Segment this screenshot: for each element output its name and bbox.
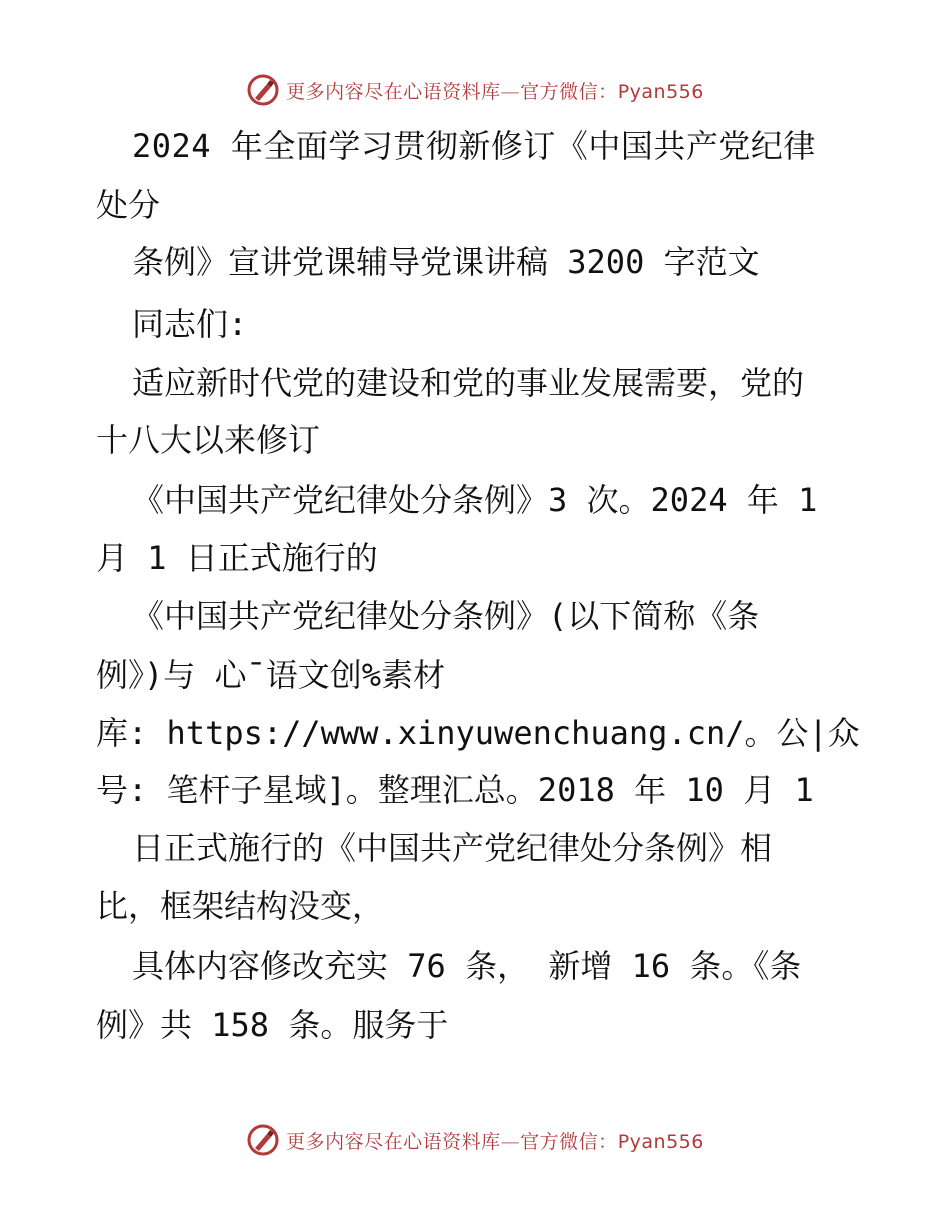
text-line: 例》)与 心¯语文创%素材 [96,656,446,694]
text-line: 日正式施行的《中国共产党纪律处分条例》相 [132,829,773,867]
text-line: 具体内容修改充实 76 条， 新增 16 条。《条 [132,947,802,985]
text-line: 2024 年全面学习贯彻新修订《中国共产党纪律 [132,127,816,165]
pen-circle-logo-icon [246,73,280,107]
banner-separator: — [500,1130,521,1153]
text-line: 例》共 158 条。服务于 [96,1006,449,1044]
text-line: 月 1 日正式施行的 [96,539,378,577]
text-line: 库: https://www.xinyuwenchuang.cn/。公|众 [96,714,860,752]
text-line: 处分 [96,186,161,224]
text-line: 《中国共产党纪律处分条例》3 次。2024 年 1 [132,481,818,519]
text-line: 比，框架结构没变， [96,887,385,925]
banner-text [286,77,704,104]
banner-wechat-id: Pyan556 [617,80,704,103]
text-line: 条例》宣讲党课辅导党课讲稿 3200 字范文 [132,243,760,281]
banner-wechat-label: 官方微信： [520,1130,618,1153]
banner-wechat-label: 官方微信： [520,80,618,103]
pen-circle-logo-icon [246,1123,280,1157]
banner-slogan: 更多内容尽在心语资料库 [286,80,501,103]
text-line: 同志们: [132,305,248,343]
banner-slogan: 更多内容尽在心语资料库 [286,1130,501,1153]
text-line: 《中国共产党纪律处分条例》(以下简称《条 [132,597,760,635]
text-line: 十八大以来修订 [96,421,321,459]
banner-wechat-id: Pyan556 [617,1130,704,1153]
text-line: 适应新时代党的建设和党的事业发展需要，党的 [132,364,805,402]
banner-text [286,1127,704,1154]
text-line: 号: 笔杆子星域]。整理汇总。2018 年 10 月 1 [96,771,814,809]
header-banner [0,70,950,110]
banner-separator: — [500,80,521,103]
footer-banner [0,1120,950,1160]
